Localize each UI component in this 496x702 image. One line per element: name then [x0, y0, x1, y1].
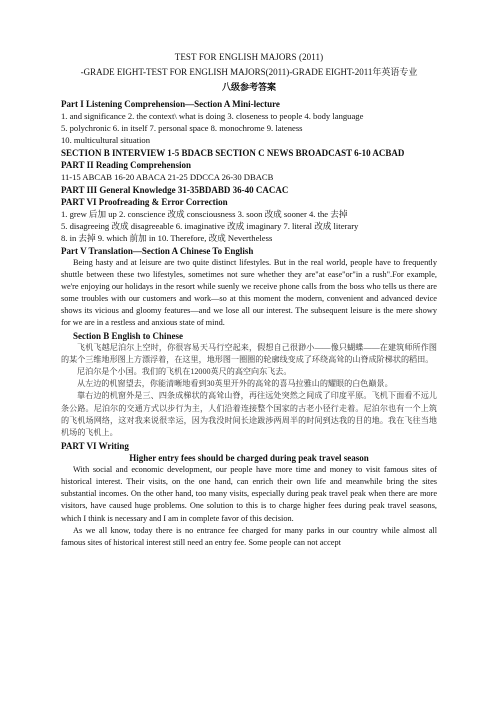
part2-answers: 11-15 ABCAB 16-20 ABACA 21-25 DDCCA 26-30 DBACB: [61, 172, 274, 182]
chinese-paragraph-1: 飞机飞越尼泊尔上空时，你很容易天马行空起来，假想自己很渺小——像只蝴蝶——在建筑师所作图的某个三维地形图上方漂浮着，在这里，地形图一圈圈的轮廓线变成了环绕高耸的山脊成阶梯状的稻田。: [61, 342, 437, 364]
part2-heading: PART II Reading Comprehension: [61, 160, 191, 170]
chinese-paragraph-2: 尼泊尔是个小国。我们的飞机在12000英尺的高空向东飞去。: [77, 366, 292, 376]
chinese-paragraph-3: 从左边的机窗望去，你能清晰地看到30英里开外的高耸的喜马拉雅山的耀眼的白色巅景。: [77, 379, 393, 389]
proofreading-heading: PART VI Proofreading & Error Correction: [61, 197, 228, 207]
proofreading-line3: 8. in 去掉 9. which 前加 in 10. Therefore, 改成 Nevertheless: [61, 233, 273, 243]
answers-label: 八级参考答案: [221, 82, 276, 92]
part3-heading: PART III General Knowledge 31-35BDABD 36-40 CACAC: [61, 185, 289, 195]
document-content: [61, 52, 437, 549]
essay-title: Higher entry fees should be charged during peak travel season: [129, 453, 369, 464]
translation-heading: Part V Translation—Section A Chinese To English: [61, 246, 254, 256]
chinese-paragraph-4: 靠右边的机窗外是三、四条成梯状的高耸山脊，再往远处突然之间成了印度平原。飞机下面看不远儿条公路。尼泊尔的交通方式以步行为主，人们沿着连接整个国家的古老小径行走着。尼泊尔也有一个上筑的飞机场网络，这对我来说很幸运，因为我没时间长途跋涉两周半的时间到达我的目的地。我在飞往当地机场的飞机上。: [61, 391, 437, 437]
essay-paragraph-2: As we all know, today there is no entrance fee charged for many parks in our country while almost all famous sites of historical interest still need an entry fee. Some people can not accept: [61, 525, 437, 547]
part1-line3: 10. multicultural situation: [61, 135, 151, 145]
part1-line2: 5. polychronic 6. in itself 7. personal space 8. monochrome 9. lateness: [61, 123, 303, 133]
writing-heading: PART VI Writing: [61, 441, 129, 452]
proofreading-line1: 1. grew 后加 up 2. conscience 改成 consciousness 3. soon 改成 sooner 4. the 去掉: [61, 209, 348, 219]
part1-line1: 1. and significance 2. the context\ what is doing 3. closeness to people 4. body language: [61, 111, 364, 121]
translation-section-b: Section B English to Chinese: [73, 330, 184, 341]
translation-paragraph: Being hasty and at leisure are two quite distinct lifestyles. But in the real world, people have to frequently shuttle between these two lifestyles, sometimes not sure whether they are"at ease"or"in a rush".For example, we're enjoying our holidays in the resort while suenly we receive phone calls from the boss who tells us there are some troubles with our customers and work—so at this moment the modern, convenient and advanced device shows its vicious and gloomy features—and we lose all our interest. The subsequent leisure is the mere showy for we are in a restless and anxious state of mind.: [61, 258, 437, 328]
proofreading-line2: 5. disagreeing 改成 disagreeable 6. imaginative 改成 imaginary 7. literal 改成 literary: [61, 221, 359, 231]
essay-paragraph-1: With social and economic development, our people have more time and money to visit famous sites of historical interest. Their visits, on the one hand, can enrich their own life and meanwhile bring the sites substantial incomes. On the other hand, too many visits, especially during peak travel peak when there are more visitors, have caused huge problems. One solution to this is to charge higher fees during peak travel seasons, which I think is necessary and I am in complete favor of this decision.: [61, 465, 437, 523]
part1-section-bc: SECTION B INTERVIEW 1-5 BDACB SECTION C NEWS BROADCAST 6-10 ACBAD: [61, 148, 405, 158]
document-subtitle: -GRADE EIGHT-TEST FOR ENGLISH MAJORS(2011)-GRADE EIGHT-2011年英语专业: [80, 67, 418, 77]
part1-heading: Part I Listening Comprehension—Section A Mini-lecture: [61, 99, 280, 109]
document-title: TEST FOR ENGLISH MAJORS (2011): [174, 52, 324, 62]
